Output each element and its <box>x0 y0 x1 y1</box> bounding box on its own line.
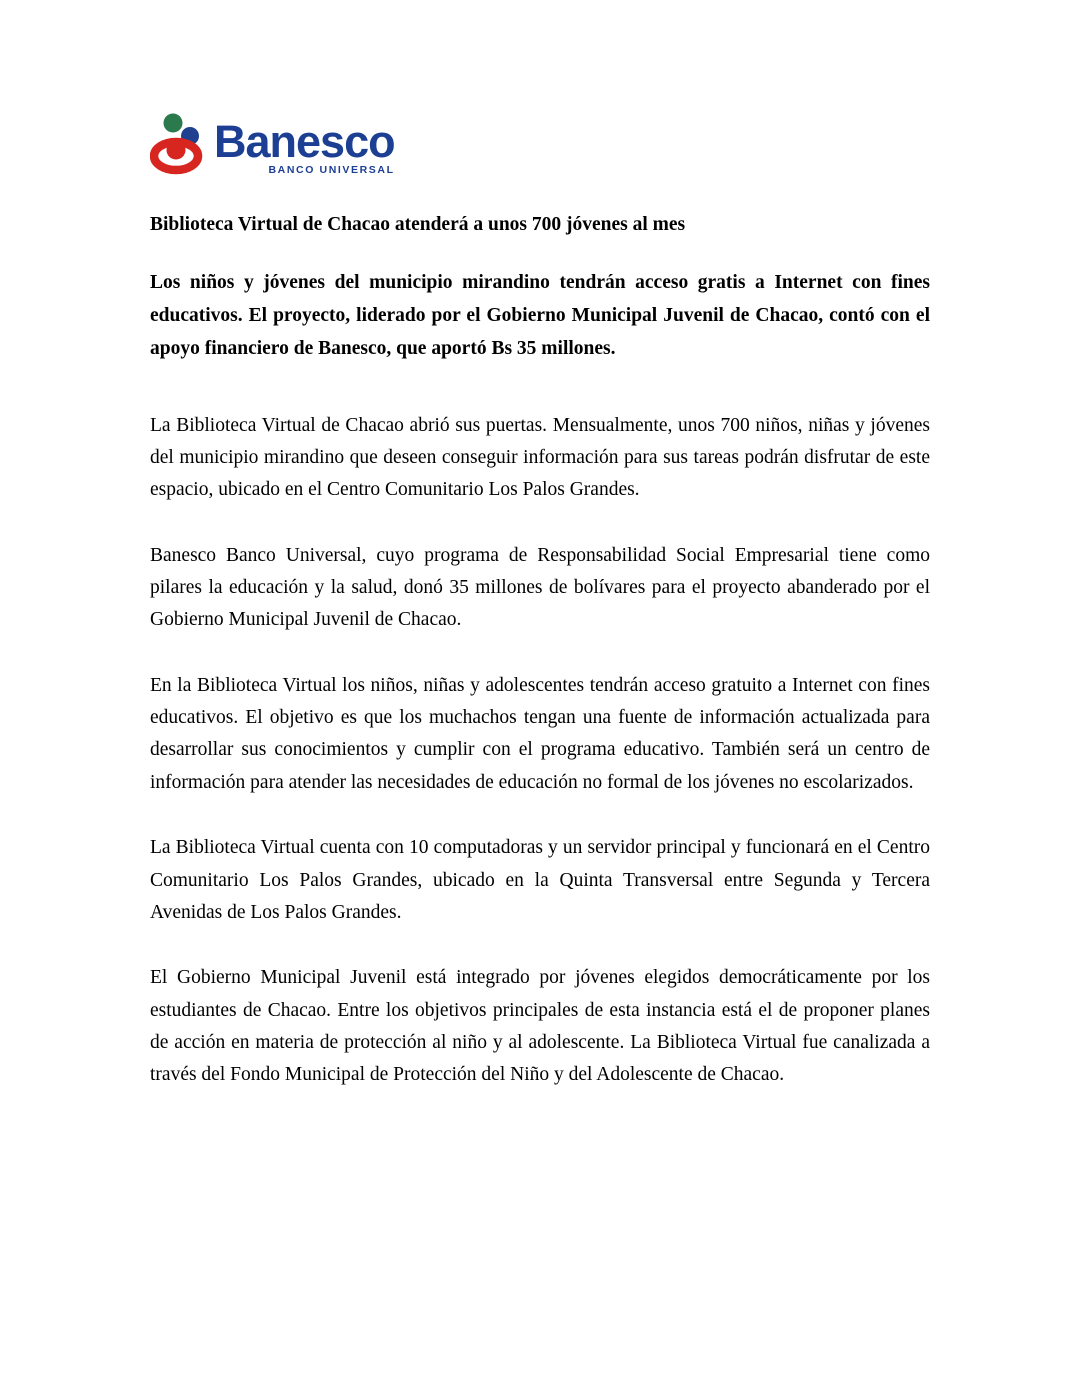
brand-subtitle: BANCO UNIVERSAL <box>268 163 395 176</box>
document-body <box>150 410 930 1092</box>
body-paragraph: Banesco Banco Universal, cuyo programa de Responsabilidad Social Empresarial tiene como pilares la educación y la salud, donó 35 millones de bolívares para el proyecto abanderado por el Gobierno Municipal Juvenil de Chacao. <box>150 544 930 631</box>
body-paragraph: El Gobierno Municipal Juvenil está integrado por jóvenes elegidos democráticamente por los estudiantes de Chacao. Entre los objetivos principales de esta instancia está el de proponer planes de acción en materia de protección al niño y al adolescente. La Biblioteca Virtual fue canalizada a través del Fondo Municipal de Protección del Niño y del Adolescente de Chacao. <box>150 967 930 1086</box>
brand-wordmark: Banesco <box>214 116 395 167</box>
body-paragraph: La Biblioteca Virtual de Chacao abrió sus puertas. Mensualmente, unos 700 niños, niñas y jóvenes del municipio mirandino que deseen conseguir información para sus tareas podrán disfrutar de este espacio, ubicado en el Centro Comunitario Los Palos Grandes. <box>150 414 930 501</box>
body-paragraph: La Biblioteca Virtual cuenta con 10 computadoras y un servidor principal y funcionará en el Centro Comunitario Los Palos Grandes, ubicado en la Quinta Transversal entre Segunda y Tercera Avenidas de Los Palos Grandes. <box>150 837 930 923</box>
brand-wordmark-group <box>214 112 395 176</box>
banesco-logo <box>150 112 930 186</box>
lead-paragraph: Los niños y jóvenes del municipio mirandino tendrán acceso gratis a Internet con fines educativos. El proyecto, liderado por el Gobierno Municipal Juvenil de Chacao, contó con el apoyo financiero de Banesco, que aportó Bs 35 millones. <box>150 272 930 359</box>
banesco-logo-icon <box>150 112 208 176</box>
body-paragraph: En la Biblioteca Virtual los niños, niñas y adolescentes tendrán acceso gratuito a Internet con fines educativos. El objetivo es que los muchachos tengan una fuente de información actualizada para desarrollar sus conocimientos y cumplir con el programa educativo. También será un centro de información para atender las necesidades de educación no formal de los jóvenes no escolarizados. <box>150 674 930 793</box>
document-title: Biblioteca Virtual de Chacao atenderá a unos 700 jóvenes al mes <box>150 214 686 235</box>
